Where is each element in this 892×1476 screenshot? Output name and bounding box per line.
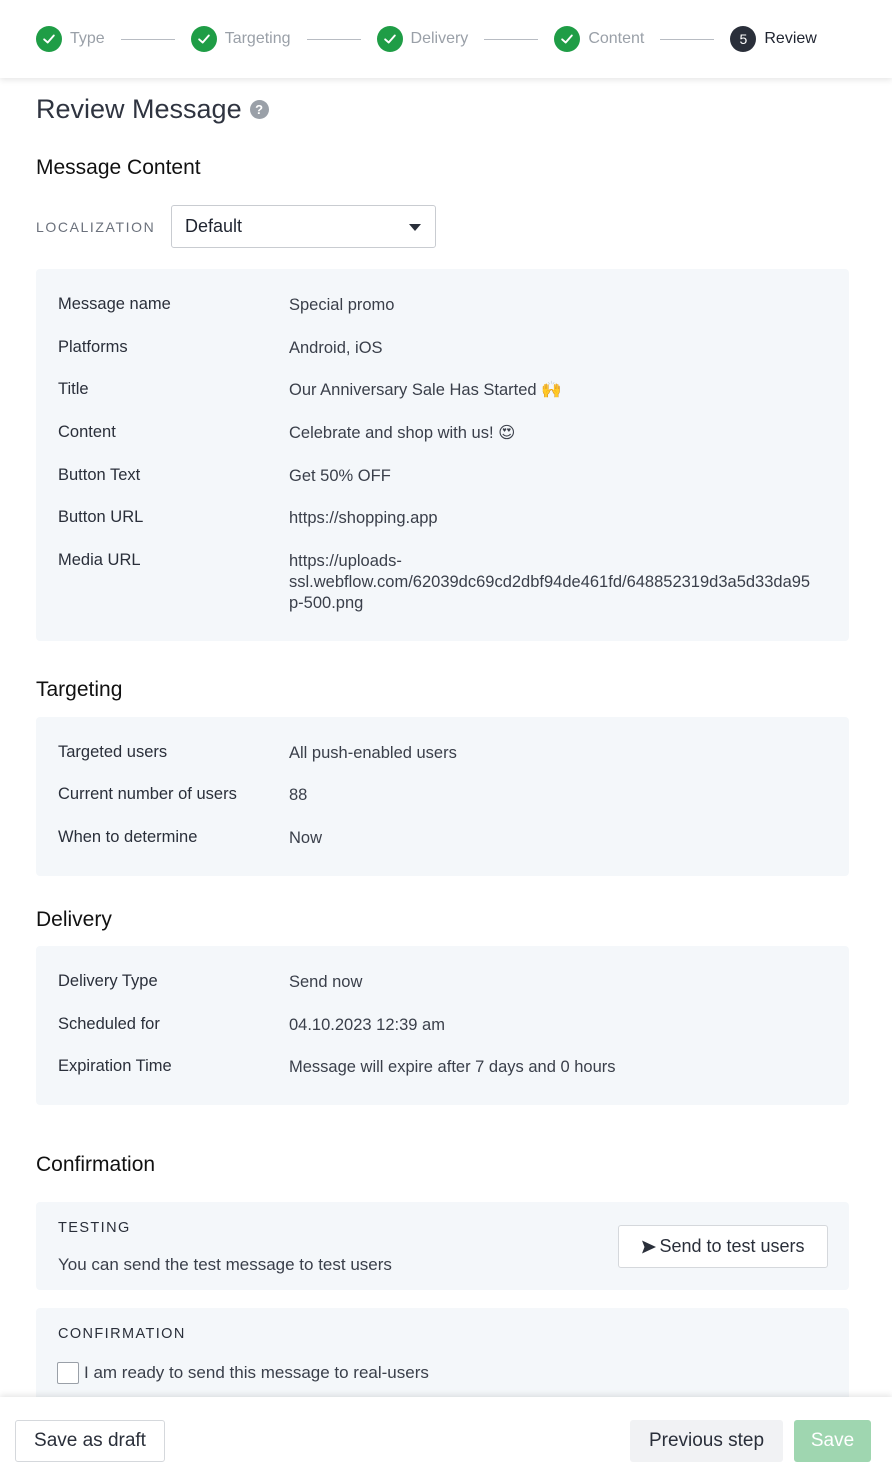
detail-row [58, 1015, 849, 1036]
detail-row [58, 423, 849, 444]
footer-bar [0, 1397, 892, 1476]
detail-value: Special promo [289, 296, 395, 314]
detail-key: Delivery Type [58, 972, 158, 990]
detail-key: Expiration Time [58, 1057, 172, 1075]
step-label: Targeting [224, 30, 291, 47]
detail-row [58, 466, 849, 487]
detail-row [58, 508, 849, 529]
detail-value: Send now [289, 973, 363, 991]
section-title-confirmation: Confirmation [36, 1153, 156, 1176]
page-title [36, 94, 269, 125]
caret-down-icon [409, 224, 421, 231]
detail-row [58, 295, 849, 316]
detail-value: 88 [289, 786, 308, 804]
detail-key: Button Text [58, 466, 141, 484]
section-title-delivery: Delivery [36, 908, 112, 931]
check-icon [36, 26, 62, 52]
detail-key: Targeted users [58, 743, 168, 761]
detail-key: Message name [58, 295, 171, 313]
detail-value: Our Anniversary Sale Has Started 🙌 [289, 381, 562, 399]
step-label: Review [764, 30, 817, 47]
detail-row [58, 743, 849, 764]
detail-key: Content [58, 423, 116, 441]
send-icon [641, 1239, 657, 1255]
detail-row [58, 1057, 849, 1078]
targeting-panel [36, 717, 849, 876]
detail-key: Current number of users [58, 785, 237, 803]
step-connector [121, 39, 175, 40]
media-url-value[interactable] [289, 551, 849, 614]
detail-key: Button URL [58, 508, 144, 526]
detail-value: 04.10.2023 12:39 am [289, 1016, 445, 1034]
localization-select[interactable] [171, 205, 436, 248]
save-button[interactable]: Save [794, 1420, 871, 1462]
step-content[interactable] [554, 26, 644, 52]
detail-value: Now [289, 829, 323, 847]
ready-to-send-label[interactable]: I am ready to send this message to real-users [84, 1363, 429, 1382]
detail-key: Scheduled for [58, 1015, 160, 1033]
step-connector [307, 39, 361, 40]
step-review[interactable] [730, 26, 816, 52]
testing-heading: TESTING [58, 1220, 131, 1236]
ready-to-send-checkbox[interactable] [57, 1362, 79, 1384]
page-title-text: Review Message [36, 94, 242, 124]
testing-panel [36, 1202, 849, 1290]
detail-row [58, 785, 849, 806]
step-type[interactable] [36, 26, 105, 52]
detail-value[interactable]: https://shopping.app [289, 509, 438, 527]
detail-key: Title [58, 380, 89, 398]
media-url-line: https://uploads- [289, 552, 402, 570]
detail-value: All push-enabled users [289, 744, 457, 762]
detail-row [58, 338, 849, 359]
step-delivery[interactable] [377, 26, 469, 52]
localization-label: LOCALIZATION [36, 219, 156, 235]
check-icon [377, 26, 403, 52]
detail-value: Get 50% OFF [289, 467, 391, 485]
check-icon [554, 26, 580, 52]
detail-value: Android, iOS [289, 339, 383, 357]
confirmation-panel [36, 1308, 849, 1408]
detail-key: Media URL [58, 551, 141, 569]
detail-key: Platforms [58, 338, 128, 356]
send-to-test-users-label: Send to test users [659, 1236, 805, 1256]
stepper [0, 0, 892, 78]
section-title-targeting: Targeting [36, 678, 123, 701]
step-label: Delivery [410, 30, 469, 47]
section-title-message-content: Message Content [36, 156, 201, 179]
media-url-line: ssl.webflow.com/62039dc69cd2dbf94de461fd/648852319d3a5d33da95 [289, 573, 811, 591]
detail-row [58, 828, 849, 849]
detail-row [58, 972, 849, 993]
save-as-draft-button[interactable]: Save as draft [15, 1420, 165, 1462]
detail-value: Celebrate and shop with us! 😍 [289, 424, 516, 442]
send-to-test-users-button[interactable] [618, 1225, 828, 1268]
step-number: 5 [730, 26, 756, 52]
detail-row [58, 380, 849, 401]
media-url-line: p-500.png [289, 594, 364, 612]
localization-value: Default [185, 216, 243, 236]
question-circle-icon[interactable]: ? [250, 100, 269, 119]
detail-key: When to determine [58, 828, 198, 846]
step-connector [660, 39, 714, 40]
confirmation-heading: CONFIRMATION [58, 1326, 186, 1342]
detail-row [58, 551, 849, 614]
previous-step-button[interactable]: Previous step [630, 1420, 783, 1462]
delivery-panel [36, 946, 849, 1105]
check-icon [191, 26, 217, 52]
step-connector [484, 39, 538, 40]
step-label: Type [70, 30, 105, 47]
testing-text: You can send the test message to test users [58, 1255, 392, 1274]
step-targeting[interactable] [191, 26, 291, 52]
step-label: Content [588, 30, 645, 47]
message-content-panel [36, 269, 849, 641]
detail-value: Message will expire after 7 days and 0 hours [289, 1058, 616, 1076]
